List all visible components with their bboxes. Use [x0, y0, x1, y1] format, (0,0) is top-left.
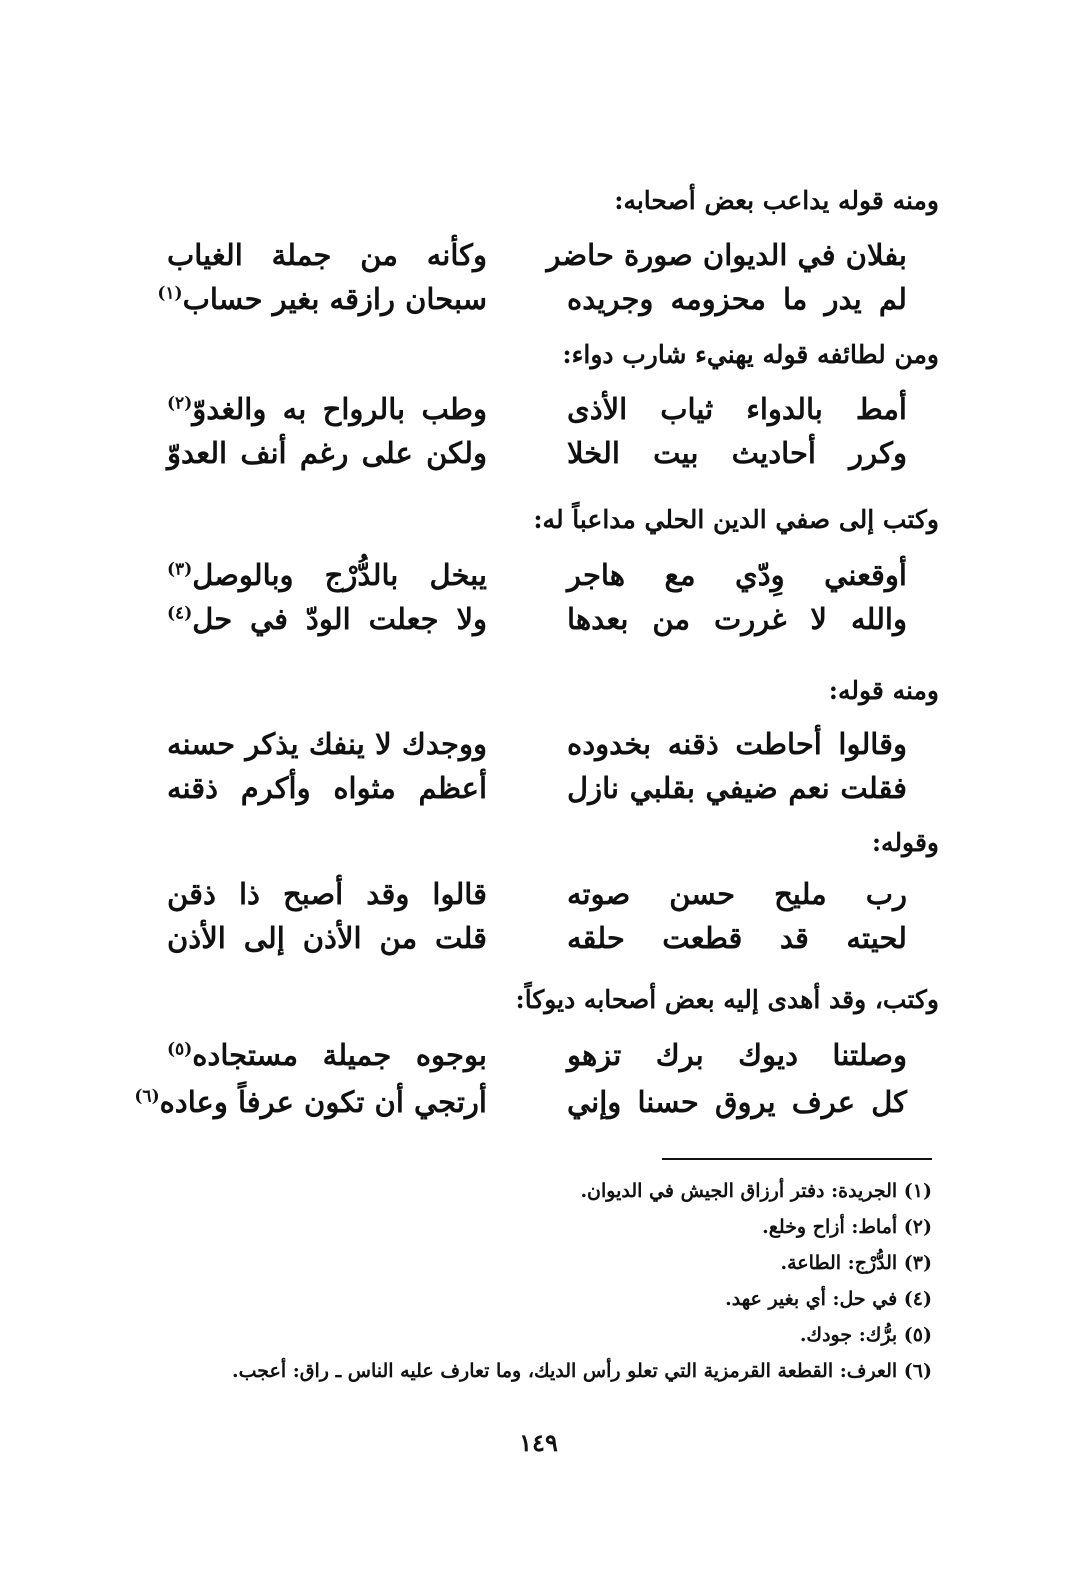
verse-first-hemistich: بفلان في الديوان صورة حاضر [546, 238, 907, 272]
footnote-marker: (٤) [167, 603, 193, 624]
verse-second-hemistich-wrap [167, 921, 487, 955]
verse-line [0, 921, 1077, 961]
verse-second-hemistich: قلت من الأذن إلى الأذن [167, 921, 487, 955]
verse-second-hemistich: سبحان رازقه بغير حساب [182, 282, 487, 316]
verse-second-hemistich: وكأنه من جملة الغياب [167, 238, 487, 272]
footnote-item: (١) الجريدة: دفتر أرزاق الجيش في الديوان. [580, 1180, 932, 1202]
verse-line [0, 436, 1077, 476]
section-intro: وكتب، وقد أهدى إليه بعض أصحابه ديوكاً: [515, 985, 939, 1014]
verse-second-hemistich: أعظم مثواه وأكرم ذقنه [167, 771, 487, 805]
footnote-item: (٥) برُّك: جودك. [799, 1324, 932, 1346]
verse-first-hemistich: أوقعني وِدّي مع هاجر [567, 558, 907, 592]
verse-second-hemistich-wrap [167, 392, 487, 426]
section-intro: ومنه قوله يداعب بعض أصحابه: [614, 186, 939, 215]
verse-second-hemistich-wrap [167, 436, 487, 470]
footnote-marker: (٥) [167, 1039, 193, 1060]
verse-second-hemistich: قالوا وقد أصبح ذا ذقن [167, 877, 487, 911]
verse-second-hemistich-wrap [167, 1038, 487, 1072]
verse-first-hemistich: فقلت نعم ضيفي بقلبي نازل [567, 771, 907, 805]
verse-first-hemistich: رب مليح حسن صوته [567, 877, 907, 911]
section-intro: ومن لطائفه قوله يهنيء شارب دواء: [562, 340, 939, 369]
verse-first-hemistich: وكرر أحاديث بيت الخلا [567, 436, 907, 470]
verse-second-hemistich-wrap [157, 282, 487, 316]
verse-line [0, 771, 1077, 811]
verse-first-hemistich: لم يدر ما محزومه وجريده [567, 282, 907, 316]
page-number: ١٤٩ [519, 1428, 558, 1457]
verse-line [0, 238, 1077, 278]
verse-first-hemistich: وقالوا أحاطت ذقنه بخدوده [567, 727, 907, 761]
verse-line [0, 392, 1077, 432]
verse-first-hemistich: كل عرف يروق حسنا وإني [567, 1085, 907, 1119]
verse-second-hemistich: وطب بالرواح به والغدوّ [192, 392, 487, 426]
verse-second-hemistich: يبخل بالدُّرْج وبالوصل [192, 558, 487, 592]
verse-line [0, 1085, 1077, 1125]
verse-second-hemistich: ولكن على رغم أنف العدوّ [167, 436, 487, 470]
footnote-marker: (٦) [134, 1086, 160, 1107]
verse-line [0, 602, 1077, 642]
verse-line [0, 1038, 1077, 1078]
verse-first-hemistich: والله لا غررت من بعدها [567, 602, 907, 636]
verse-second-hemistich-wrap [167, 727, 487, 761]
verse-second-hemistich: أرتجي أن تكون عرفاً وعاده [159, 1085, 487, 1119]
verse-second-hemistich-wrap [167, 877, 487, 911]
verse-second-hemistich-wrap [167, 558, 487, 592]
section-intro: وقوله: [871, 828, 939, 857]
verse-second-hemistich-wrap [167, 238, 487, 272]
footnote-item: (٣) الدُّرْج: الطاعة. [780, 1252, 932, 1274]
section-intro: ومنه قوله: [828, 676, 939, 705]
verse-first-hemistich: لحيته قد قطعت حلقه [567, 921, 907, 955]
verse-line [0, 877, 1077, 917]
footnotes [132, 1180, 932, 1396]
verse-line [0, 558, 1077, 598]
footnote-marker: (٣) [167, 559, 193, 580]
verse-line [0, 282, 1077, 322]
verse-second-hemistich-wrap [167, 771, 487, 805]
verse-line [0, 727, 1077, 767]
footnote-marker: (٢) [167, 393, 193, 414]
verse-second-hemistich-wrap [167, 602, 487, 636]
section-intro: وكتب إلى صفي الدين الحلي مداعباً له: [533, 505, 939, 534]
footnote-item: (٦) العرف: القطعة القرمزية التي تعلو رأس الديك، وما تعارف عليه الناس ـ راق: أعجب. [232, 1360, 932, 1382]
footnote-rule [662, 1158, 932, 1160]
footnote-item: (٢) أماط: أزاح وخلع. [762, 1216, 932, 1238]
footnote-marker: (١) [157, 283, 183, 304]
verse-second-hemistich: ولا جعلت الودّ في حل [192, 602, 487, 636]
verse-first-hemistich: وصلتنا ديوك برك تزهو [567, 1038, 907, 1072]
footnote-item: (٤) في حل: أي بغير عهد. [725, 1288, 932, 1310]
verse-second-hemistich-wrap [134, 1085, 487, 1119]
verse-second-hemistich: ووجدك لا ينفك يذكر حسنه [167, 727, 487, 761]
verse-second-hemistich: بوجوه جميلة مستجاده [192, 1038, 487, 1072]
verse-first-hemistich: أمط بالدواء ثياب الأذى [567, 392, 907, 426]
